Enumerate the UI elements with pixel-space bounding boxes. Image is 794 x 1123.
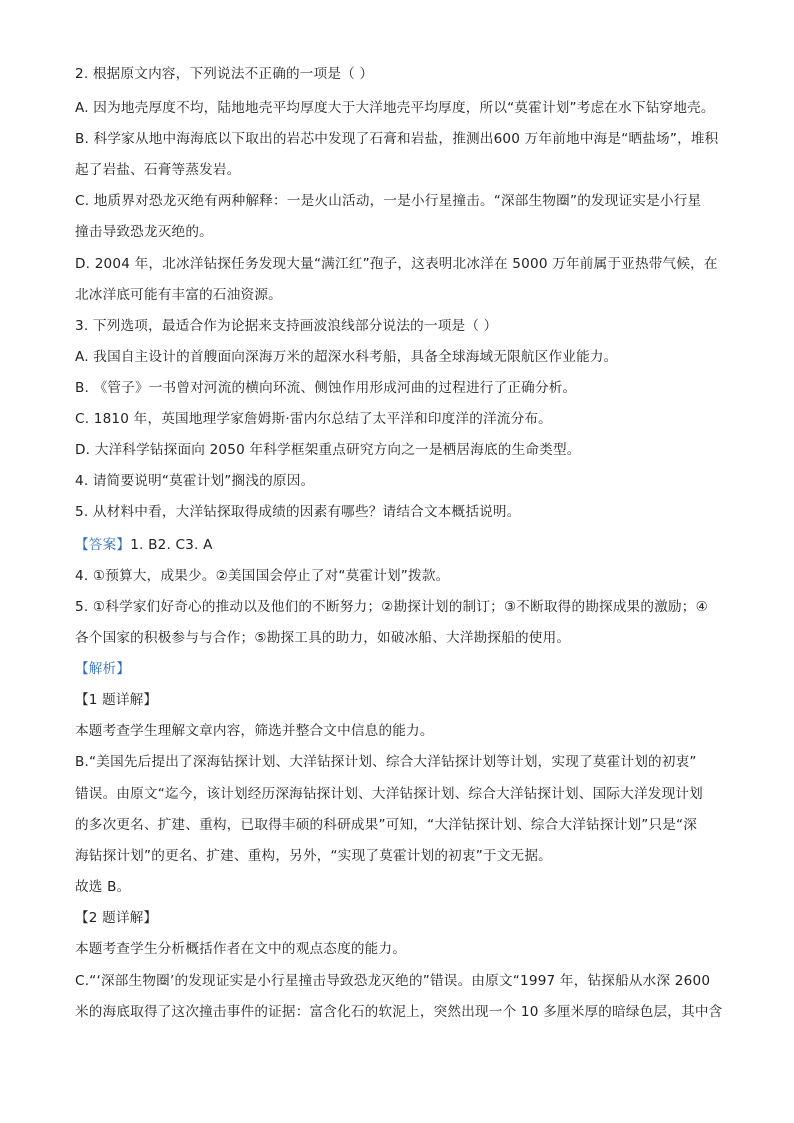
q1-detail-b-cont2: 的多次更名、扩建、重构，已取得丰硕的科研成果”可知，“大洋钻探计划、综合大洋钻探计划”只是“深 (75, 817, 698, 833)
q2-detail-c: C.“‘深部生物圈’的发现证实是小行星撞击导致恐龙灭绝的”错误。由原文“1997 年，钻探船从水深 2600 (75, 973, 711, 989)
q5-stem: 5. 从材料中看，大洋钻探取得成绩的因素有哪些？请结合文本概括说明。 (75, 504, 521, 520)
q1-detail-intro: 本题考查学生理解文章内容，筛选并整合文中信息的能力。 (75, 723, 434, 739)
answer-line (75, 535, 213, 555)
q2-option-b: B. 科学家从地中海海底以下取出的岩芯中发现了石膏和岩盐，推测出600 万年前地中海是“晒盐场”，堆积 (75, 131, 719, 147)
answer-q4: 4. ①预算大，成果少。②美国国会停止了对“莫霍计划”拨款。 (75, 568, 450, 584)
q1-detail-heading: 【1 题详解】 (75, 692, 158, 708)
q2-option-c: C. 地质界对恐龙灭绝有两种解释：一是火山活动，一是小行星撞击。“深部生物圈”的发现证实是小行星 (75, 193, 702, 209)
q1-detail-b-cont1: 错误。由原文“迄今，该计划经历深海钻探计划、大洋钻探计划、综合大洋钻探计划、国际大洋发现计划 (75, 786, 703, 802)
q2-stem: 2. 根据原文内容，下列说法不正确的一项是（ ） (75, 66, 374, 82)
q2-option-c-cont: 撞击导致恐龙灭绝的。 (75, 224, 213, 240)
analysis-tag: 【解析】 (75, 661, 131, 677)
q3-stem: 3. 下列选项，最适合作为论据来支持画波浪线部分说法的一项是（ ） (75, 318, 498, 334)
q2-option-a: A. 因为地壳厚度不均，陆地地壳平均厚度大于大洋地壳平均厚度，所以“莫霍计划”考虑在水下钻穿地壳。 (75, 100, 715, 116)
answer-text: 1. B2. C3. A (130, 537, 213, 553)
q2-detail-intro: 本题考查学生分析概括作者在文中的观点态度的能力。 (75, 941, 407, 957)
q4-stem: 4. 请简要说明“莫霍计划”搁浅的原因。 (75, 473, 315, 489)
answer-q5: 5. ①科学家们好奇心的推动以及他们的不断努力；②勘探计划的制订；③不断取得的勘探成果的激励；④ (75, 599, 708, 615)
q3-option-a: A. 我国自主设计的首艘面向深海万米的超深水科考船，具备全球海域无限航区作业能力。 (75, 349, 618, 365)
q2-option-b-cont: 起了岩盐、石膏等蒸发岩。 (75, 162, 241, 178)
q1-conclusion: 故选 B。 (75, 879, 131, 895)
q2-detail-c-cont: 米的海底取得了这次撞击事件的证据：富含化石的软泥上，突然出现一个 10 多厘米厚的暗绿色层，其中含 (75, 1004, 723, 1020)
q1-detail-b-cont3: 海钻探计划”的更名、扩建、重构，另外，“实现了莫霍计划的初衷”于文无据。 (75, 848, 552, 864)
q3-option-c: C. 1810 年，英国地理学家詹姆斯·雷内尔总结了太平洋和印度洋的洋流分布。 (75, 411, 552, 427)
answer-tag: 【答案】 (75, 537, 131, 553)
answer-q5-cont: 各个国家的积极参与与合作；⑤勘探工具的助力，如破冰船、大洋勘探船的使用。 (75, 630, 571, 646)
q2-detail-heading: 【2 题详解】 (75, 910, 158, 926)
q2-option-d-cont: 北冰洋底可能有丰富的石油资源。 (75, 287, 282, 303)
q3-option-d: D. 大洋科学钻探面向 2050 年科学框架重点研究方向之一是栖居海底的生命类型。 (75, 442, 581, 458)
q3-option-b: B. 《管子》一书曾对河流的横向环流、侧蚀作用形成河曲的过程进行了正确分析。 (75, 380, 577, 396)
q2-option-d: D. 2004 年，北冰洋钻探任务发现大量“满江红”孢子，这表明北冰洋在 5000 万年前属于亚热带气候，在 (75, 256, 718, 272)
q1-detail-b: B.“美国先后提出了深海钻探计划、大洋钻探计划、综合大洋钻探计划等计划，实现了莫霍计划的初衷” (75, 754, 697, 770)
